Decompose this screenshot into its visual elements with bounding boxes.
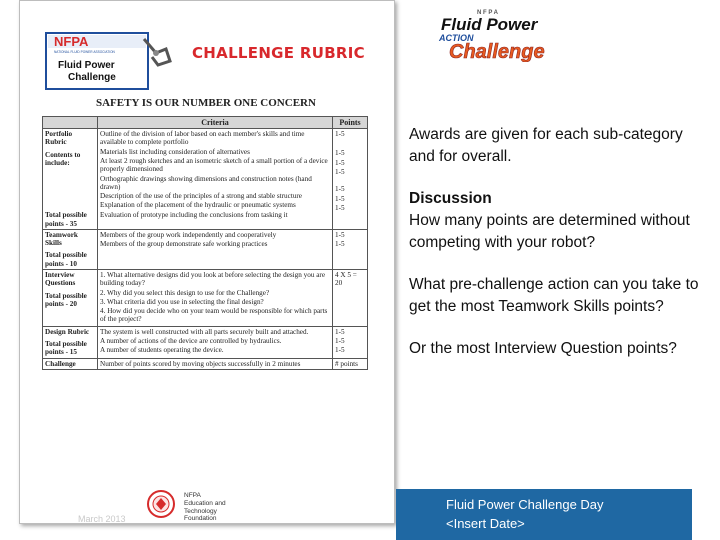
nfpa-fluid-power-challenge-logo — [44, 31, 174, 93]
section-label: Design Rubric Total possible points - 15 — [43, 326, 98, 358]
criteria-cell: The system is well constructed with all parts securely built and attached. A number of actions of the device are controlled by hydraulics. A number of students operating the device. — [98, 326, 333, 358]
svg-text:Fluid Power: Fluid Power — [441, 15, 538, 34]
rubric-header-points: Points — [333, 117, 368, 129]
points-cell: 1-5 1-5 1-5 1-5 1-5 1-5 1-5 — [333, 129, 368, 230]
rubric-table — [42, 116, 368, 370]
svg-text:NFPA: NFPA — [54, 34, 89, 49]
section-label: Teamwork Skills Total possible points - 10 — [43, 229, 98, 269]
svg-text:Fluid Power: Fluid Power — [58, 60, 115, 71]
fluid-power-action-challenge-logo — [437, 6, 577, 62]
svg-text:Challenge: Challenge — [68, 72, 116, 83]
criteria-cell: 1. What alternative designs did you look at before selecting the design you are building today? 2. Why did you select this design to use for the Challenge? 3. What criteria did you use in selecting the final design? 4. How did you decide who on your team would be responsible for which parts of the project? — [98, 270, 333, 327]
rubric-document — [19, 0, 395, 524]
footer-event-name: Fluid Power Challenge Day — [446, 497, 604, 512]
section-label: Challenge — [43, 358, 98, 369]
svg-text:NATIONAL FLUID POWER ASSOCIATI: NATIONAL FLUID POWER ASSOCIATION — [54, 50, 115, 54]
svg-text:Challenge: Challenge — [449, 41, 545, 62]
rubric-row-teamwork — [43, 229, 368, 269]
criteria-cell: Outline of the division of labor based on each member's skills and time available to complete portfolio Materials list including consideration of alternatives At least 2 rough sketches and an isometric sketch of a small portion of a device properly dimensioned Orthographic drawings showing dimensions and construction notes (hand drawn) Description of the use of the principles of a strong and stable structure Explanation of the placement of the hydraulic or pneumatic systems Evaluation of prototype including the conclusions from tasking it — [98, 129, 333, 230]
discussion-block — [409, 188, 709, 254]
criteria-cell: Members of the group work independently and cooperatively Members of the group demonstrate safe working practices — [98, 229, 333, 269]
discussion-body: How many points are determined without competing with your robot? — [409, 212, 690, 251]
safety-heading: SAFETY IS OUR NUMBER ONE CONCERN — [96, 97, 316, 109]
slide-body — [409, 124, 709, 380]
points-cell: # points — [333, 358, 368, 369]
foundation-name: NFPA Education and Technology Foundation — [184, 492, 226, 523]
rubric-title: CHALLENGE RUBRIC — [192, 44, 365, 62]
svg-text:N F P A: N F P A — [477, 10, 499, 16]
criteria-cell: Number of points scored by moving objects successfully in 2 minutes — [98, 358, 333, 369]
awards-text: Awards are given for each sub-category and for overall. — [409, 126, 683, 165]
rubric-row-design — [43, 326, 368, 358]
section-label: Interview Questions Total possible points - 20 — [43, 270, 98, 327]
foundation-seal-icon — [146, 489, 176, 519]
points-cell: 1-5 1-5 — [333, 229, 368, 269]
interview-text: Or the most Interview Question points? — [409, 340, 677, 357]
points-cell: 1-5 1-5 1-5 — [333, 326, 368, 358]
discussion-heading: Discussion — [409, 190, 492, 207]
rubric-header-criteria: Criteria — [98, 117, 333, 129]
faded-date-text: March 2013 — [78, 514, 126, 524]
footer-date-placeholder: <Insert Date> — [446, 516, 525, 531]
rubric-row-interview — [43, 270, 368, 327]
pre-challenge-text: What pre-challenge action can you take to get the most Teamwork Skills points? — [409, 276, 699, 315]
section-label: Portfolio Rubric Contents to include: Total possible points - 35 — [43, 129, 98, 230]
rubric-row-challenge — [43, 358, 368, 369]
rubric-row-portfolio — [43, 129, 368, 230]
svg-text:ACTION: ACTION — [439, 33, 474, 43]
points-cell: 4 X 5 = 20 — [333, 270, 368, 327]
rubric-header-row — [43, 117, 368, 129]
rubric-header-blank — [43, 117, 98, 129]
